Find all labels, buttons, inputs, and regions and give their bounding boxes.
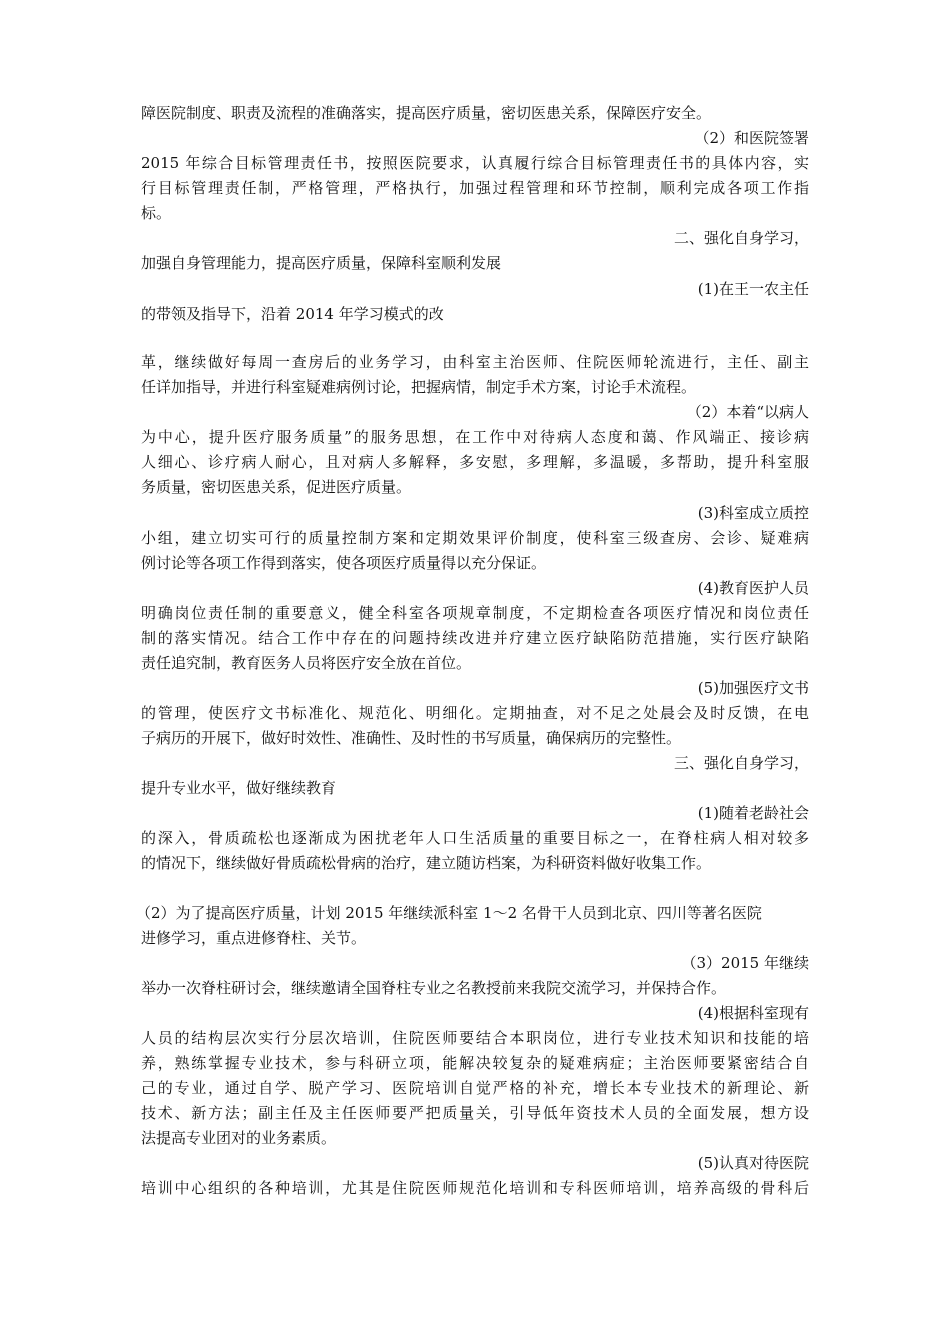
text-line: 己的专业，通过自学、脱产学习、医院培训自觉严格的补充，增长本专业技术的新理论、新 [141,1079,809,1097]
text-line: 的深入，骨质疏松也逐渐成为困扰老年人口生活质量的重要目标之一，在脊柱病人相对较多 [141,829,809,847]
text-line: 养，熟练掌握专业技术，参与科研立项，能解决较复杂的疑难病症；主治医师要紧密结合自 [141,1054,809,1072]
text-line: (4)根据科室现有 [697,1004,809,1022]
section-heading: 加强自身管理能力，提高医疗质量，保障科室顺利发展 [141,254,502,272]
text-line: （2）本着“以病人 [686,403,809,421]
text-line: 行目标管理责任制，严格管理，严格执行，加强过程管理和环节控制，顺利完成各项工作指 [141,179,809,197]
text-line: 人细心、诊疗病人耐心，且对病人多解释，多安慰，多理解，多温暖，多帮助，提升科室服 [141,453,809,471]
text-line: 子病历的开展下，做好时效性、准确性、及时性的书写质量，确保病历的完整性。 [141,729,682,747]
text-line: 培训中心组织的各种培训，尤其是住院医师规范化培训和专科医师培训，培养高级的骨科后 [141,1179,809,1197]
text-line: （3）2015 年继续 [681,954,809,972]
text-line: 革，继续做好每周一查房后的业务学习，由科室主治医师、住院医师轮流进行，主任、副主 [141,353,809,371]
text-line: (4)教育医护人员 [697,579,809,597]
section-heading: 提升专业水平，做好继续教育 [141,779,337,797]
text-line: 例讨论等各项工作得到落实，使各项医疗质量得以充分保证。 [141,554,547,572]
text-line: （2）和医院签署 [694,129,809,147]
text-line: 制的落实情况。结合工作中存在的问题持续改进并疗建立医疗缺陷防范措施，实行医疗缺陷 [141,629,809,647]
text-line: 任详加指导，并进行科室疑难病例讨论，把握病情，制定手术方案，讨论手术流程。 [141,378,697,396]
text-line: 责任追究制，教育医务人员将医疗安全放在首位。 [141,654,472,672]
text-line: 技术、新方法；副主任及主任医师要严把质量关，引导低年资技术人员的全面发展，想方设 [141,1104,809,1122]
section-heading: 二、强化自身学习， [673,229,809,247]
text-line: 务质量，密切医患关系，促进医疗质量。 [141,478,412,496]
text-line: 人员的结构层次实行分层次培训，住院医师要结合本职岗位，进行专业技术知识和技能的培 [141,1029,809,1047]
text-line: 的情况下，继续做好骨质疏松骨病的治疗，建立随访档案，为科研资料做好收集工作。 [141,854,712,872]
text-line: 的管理，使医疗文书标准化、规范化、明细化。定期抽查，对不足之处晨会及时反馈，在电 [141,704,809,722]
text-line: 小组，建立切实可行的质量控制方案和定期效果评价制度，使科室三级查房、会诊、疑难病 [141,529,809,547]
text-line: 法提高专业团对的业务素质。 [141,1129,337,1147]
section-heading: 三、强化自身学习， [673,754,809,772]
text-line: (1)随着老龄社会 [697,804,809,822]
text-line: 标。 [141,204,172,222]
text-line: 举办一次脊柱研讨会，继续邀请全国脊柱专业之名教授前来我院交流学习，并保持合作。 [141,979,727,997]
text-line: (5)认真对待医院 [697,1154,809,1172]
text-line: (1)在王一农主任 [697,280,809,298]
text-line: (5)加强医疗文书 [697,679,809,697]
text-line: 障医院制度、职责及流程的准确落实，提高医疗质量，密切医患关系，保障医疗安全。 [141,104,712,122]
text-line: 2015 年综合目标管理责任书，按照医院要求，认真履行综合目标管理责任书的具体内容，实 [141,154,809,172]
text-line: 为中心，提升医疗服务质量”的服务思想，在工作中对待病人态度和蔼、作风端正、接诊病 [141,428,809,446]
text-line: 的带领及指导下，沿着 2014 年学习模式的改 [141,305,444,323]
text-line: （2）为了提高医疗质量，计划 2015 年继续派科室 1～2 名骨干人员到北京、四川等著名医院 [136,904,762,922]
text-line: (3)科室成立质控 [697,504,809,522]
text-line: 明确岗位责任制的重要意义，健全科室各项规章制度，不定期检查各项医疗情况和岗位责任 [141,604,809,622]
text-line: 进修学习，重点进修脊柱、关节。 [141,929,367,947]
